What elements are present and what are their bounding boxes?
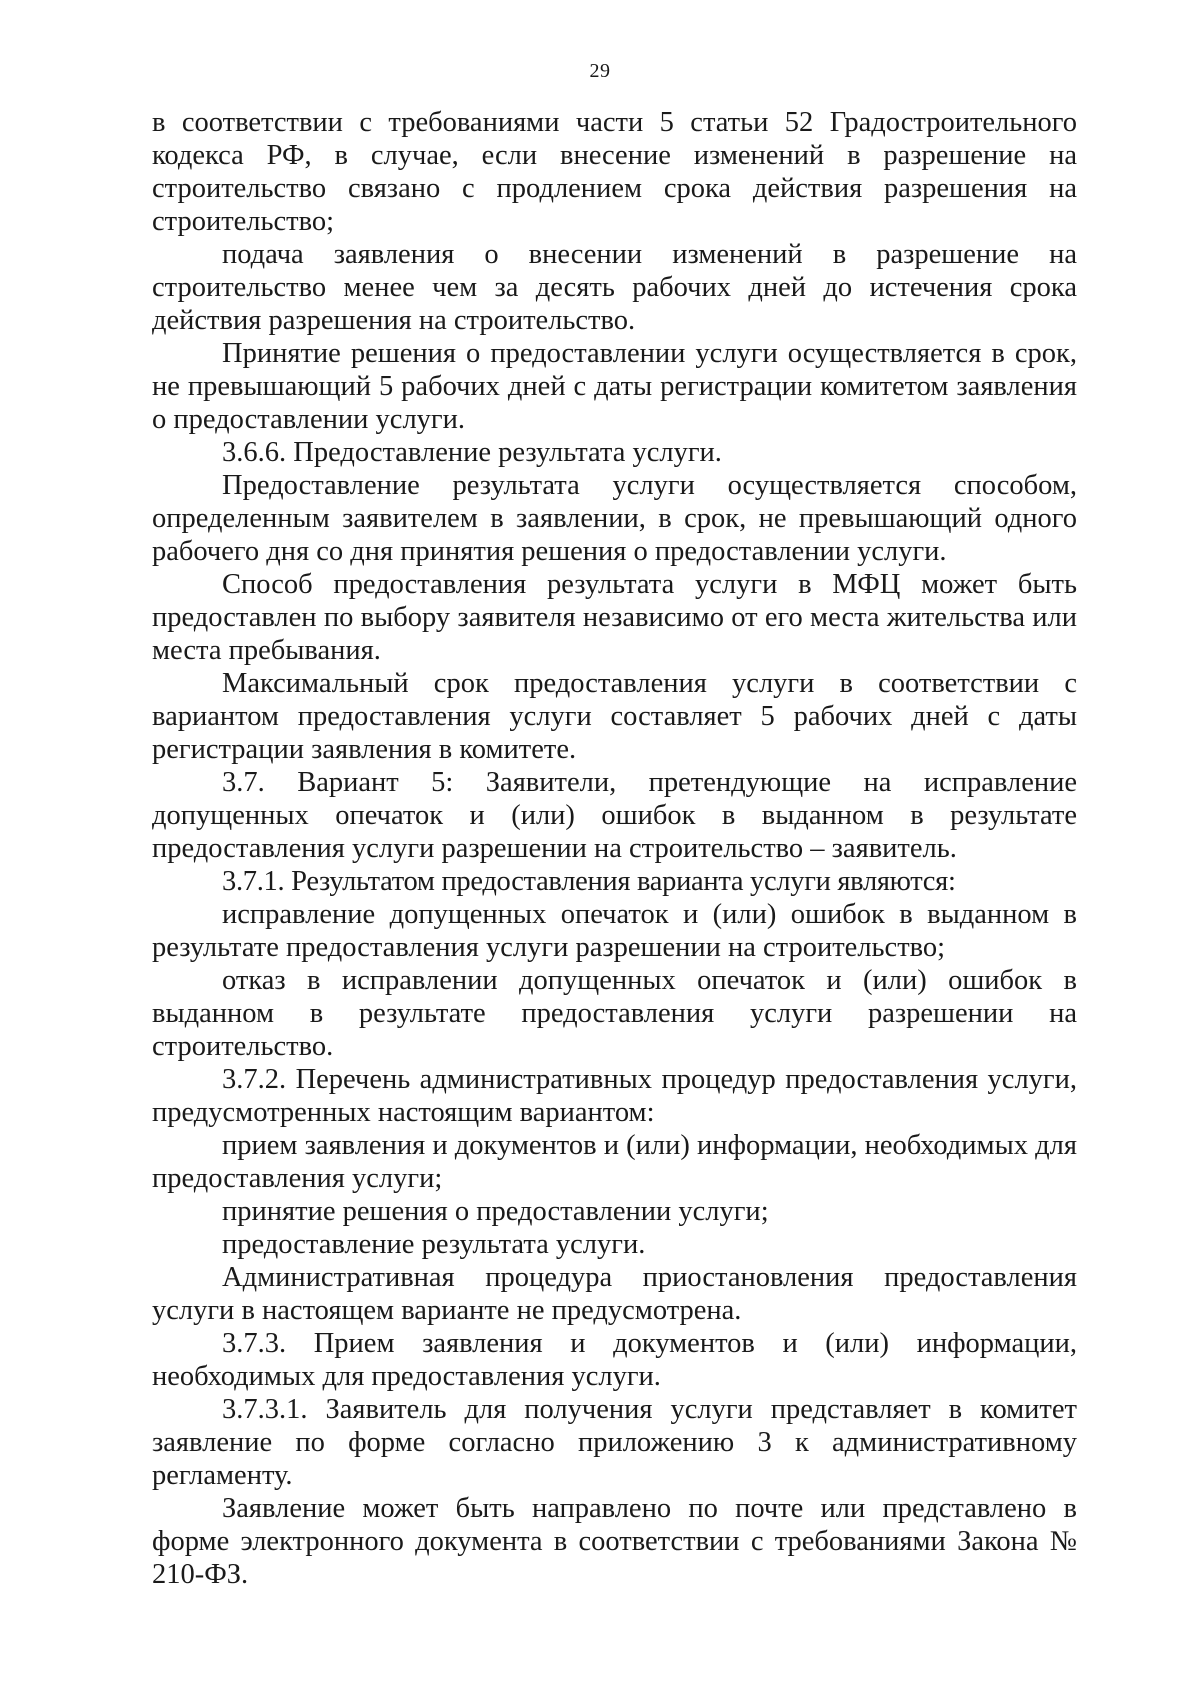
- section-heading: 3.7.3.1. Заявитель для получения услуги представляет в комитет заявление по форме согласно приложению 3 к административному регламенту.: [152, 1394, 1077, 1491]
- list-item: исправление допущенных опечаток и (или) ошибок в выданном в результате предоставления услуги разрешении на строительство;: [152, 899, 1077, 963]
- section-heading: 3.7. Вариант 5: Заявители, претендующие на исправление допущенных опечаток и (или) ошибок в выданном в результате предоставления услуги разрешении на строительство – заявитель.: [152, 767, 1077, 864]
- list-item: отказ в исправлении допущенных опечаток и (или) ошибок в выданном в результате предоставления услуги разрешении на строительство.: [152, 965, 1077, 1062]
- section-heading: 3.7.1. Результатом предоставления варианта услуги являются:: [222, 866, 956, 897]
- paragraph: Заявление может быть направлено по почте или представлено в форме электронного документа в соответствии с требованиями Закона № 210-ФЗ.: [152, 1493, 1077, 1590]
- list-item: предоставление результата услуги.: [222, 1229, 646, 1260]
- section-heading: 3.7.2. Перечень административных процедур предоставления услуги, предусмотренных настоящим вариантом:: [152, 1064, 1077, 1128]
- paragraph: Административная процедура приостановления предоставления услуги в настоящем варианте не предусмотрена.: [152, 1262, 1077, 1326]
- list-item: принятие решения о предоставлении услуги;: [222, 1196, 769, 1227]
- document-body: [152, 106, 1077, 1591]
- paragraph: Максимальный срок предоставления услуги в соответствии с вариантом предоставления услуги составляет 5 рабочих дней с даты регистрации заявления в комитете.: [152, 668, 1077, 765]
- list-item: прием заявления и документов и (или) информации, необходимых для предоставления услуги;: [152, 1130, 1077, 1194]
- page-number: 29: [589, 60, 611, 82]
- section-heading: 3.6.6. Предоставление результата услуги.: [222, 437, 722, 468]
- paragraph: в соответствии с требованиями части 5 статьи 52 Градостроительного кодекса РФ, в случае, если внесение изменений в разрешение на строительство связано с продлением срока действия разрешения на строительство;: [152, 107, 1077, 237]
- paragraph: Предоставление результата услуги осуществляется способом, определенным заявителем в заявлении, в срок, не превышающий одного рабочего дня со дня принятия решения о предоставлении услуги.: [152, 470, 1077, 567]
- paragraph: подача заявления о внесении изменений в разрешение на строительство менее чем за десять рабочих дней до истечения срока действия разрешения на строительство.: [152, 239, 1077, 336]
- paragraph: Способ предоставления результата услуги в МФЦ может быть предоставлен по выбору заявителя независимо от его места жительства или места пребывания.: [152, 569, 1077, 666]
- section-heading: 3.7.3. Прием заявления и документов и (или) информации, необходимых для предоставления услуги.: [152, 1328, 1077, 1392]
- paragraph: Принятие решения о предоставлении услуги осуществляется в срок, не превышающий 5 рабочих дней с даты регистрации комитетом заявления о предоставлении услуги.: [152, 338, 1077, 435]
